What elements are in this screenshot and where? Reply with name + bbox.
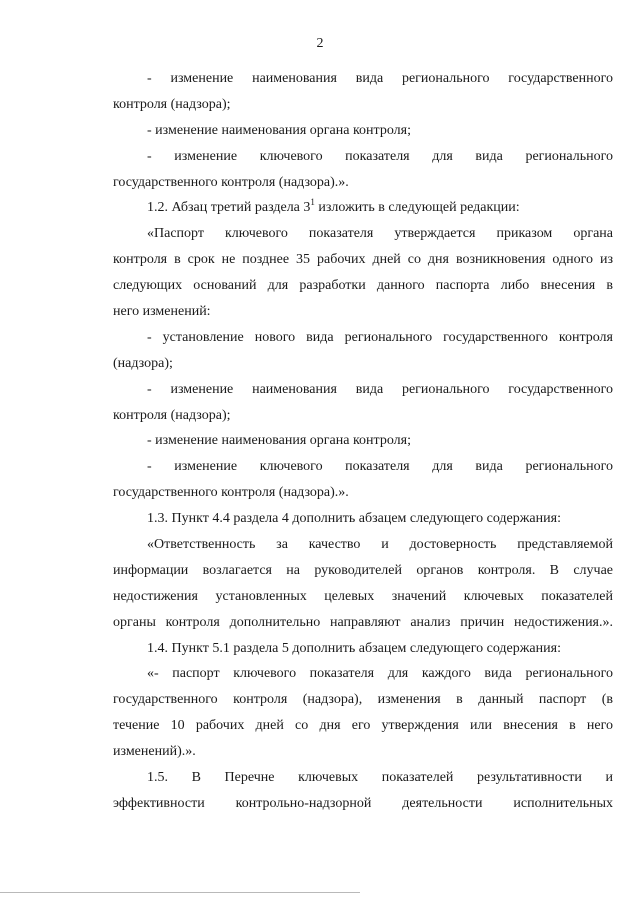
text-line: [113, 195, 613, 221]
text-line-content: «Паспорт ключевого показателя утверждается приказом органа: [147, 226, 613, 242]
scan-bottom-edge: [0, 892, 360, 893]
text-line-content: «Ответственность за качество и достоверность представляемой: [147, 537, 613, 553]
text-line-content: - изменение наименования органа контроля;: [147, 122, 411, 138]
text-line-content: течение 10 рабочих дней со дня его утверждения или внесения в него: [113, 718, 613, 734]
text-line: [113, 273, 613, 299]
text-line: [113, 713, 613, 739]
superscript: 1: [310, 197, 315, 208]
text-line: [113, 765, 613, 791]
text-line-content: - установление нового вида регионального государственного контроля: [147, 329, 613, 345]
text-line-content: контроля в срок не позднее 35 рабочих дней со дня возникновения одного из: [113, 252, 613, 268]
text-line-content: 1.5. В Перечне ключевых показателей результативности и: [147, 770, 613, 786]
text-line: [113, 144, 613, 170]
text-line: [113, 118, 613, 144]
text-line: [113, 584, 613, 610]
text-line-content: - изменение ключевого показателя для вида регионального: [147, 459, 613, 475]
text-line-content: государственного контроля (надзора), изменения в данный паспорт (в: [113, 692, 613, 708]
text-line-content: 1.4. Пункт 5.1 раздела 5 дополнить абзацем следующего содержания:: [147, 640, 561, 656]
text-line-content: «- паспорт ключевого показателя для каждого вида регионального: [147, 666, 613, 682]
text-line-content: - изменение наименования органа контроля;: [147, 433, 411, 449]
text-line: [113, 739, 613, 765]
text-line-content: эффективности контрольно-надзорной деятельности исполнительных: [113, 795, 613, 811]
text-line: [113, 299, 613, 325]
text-line: [113, 610, 613, 636]
text-line: [113, 221, 613, 247]
text-line: [113, 661, 613, 687]
text-line: [113, 170, 613, 196]
text-line: [113, 558, 613, 584]
document-body: [113, 66, 613, 817]
text-line: [113, 532, 613, 558]
text-line: [113, 791, 613, 817]
text-line-content: органы контроля дополнительно направляют анализ причин недостижения.».: [113, 614, 613, 630]
text-line: [113, 403, 613, 429]
text-line: [113, 506, 613, 532]
text-line-content: государственного контроля (надзора).».: [113, 485, 349, 501]
text-line: [113, 247, 613, 273]
text-line-content: - изменение ключевого показателя для вида регионального: [147, 148, 613, 164]
text-line-content: 1.2. Абзац третий раздела 3: [147, 200, 311, 216]
text-line: [113, 377, 613, 403]
text-line-content: недостижения установленных целевых значений ключевых показателей: [113, 588, 613, 604]
text-line: [113, 454, 613, 480]
text-line-content: 1.3. Пункт 4.4 раздела 4 дополнить абзацем следующего содержания:: [147, 511, 561, 527]
text-line-content: контроля (надзора);: [113, 407, 231, 423]
text-line: [113, 480, 613, 506]
text-line-content: государственного контроля (надзора).».: [113, 174, 349, 190]
text-line: [113, 636, 613, 662]
text-line-tail: изложить в следующей редакции:: [314, 200, 520, 216]
text-line: [113, 66, 613, 92]
text-line-content: контроля (надзора);: [113, 96, 231, 112]
text-line: [113, 351, 613, 377]
text-line-content: - изменение наименования вида регионального государственного: [147, 381, 613, 397]
text-line-content: него изменений:: [113, 304, 211, 320]
page-number: 2: [316, 36, 324, 51]
text-line-content: (надзора);: [113, 355, 173, 371]
text-line-content: следующих оснований для разработки данного паспорта либо внесения в: [113, 278, 613, 294]
text-line: [113, 428, 613, 454]
text-line-content: - изменение наименования вида регионального государственного: [147, 71, 613, 86]
text-line: [113, 92, 613, 118]
text-line: [113, 325, 613, 351]
text-line-content: изменений).».: [113, 744, 196, 760]
text-line: [113, 687, 613, 713]
text-line-content: информации возлагается на руководителей органов контроля. В случае: [113, 562, 613, 578]
